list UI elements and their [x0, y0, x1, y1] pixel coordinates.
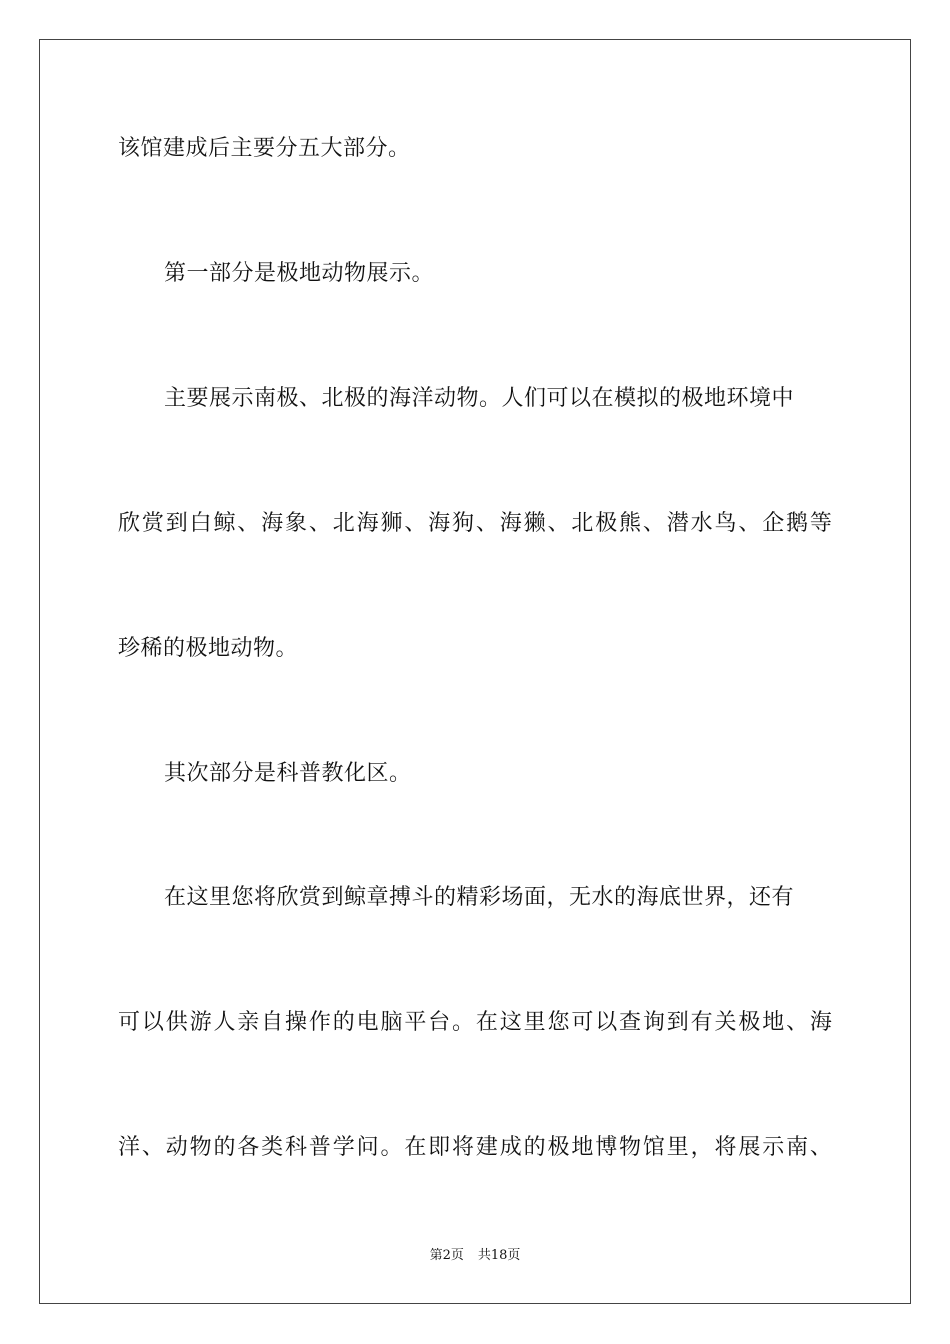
paragraph-line-8: 可 以 供 游 人 亲 自 操 作 的 电 脑 平 台 。 在 这 里 您 可 以 查 询 到 有 关 极 地 、 海: [118, 1010, 832, 1035]
paragraph-line-1: 该馆建成后主要分五大部分。: [118, 136, 411, 161]
paragraph-line-9: 洋 、 动 物 的 各 类 科 普 学 问 。 在 即 将 建 成 的 极 地 博 物 馆 里 ， 将 展 示 南 、: [118, 1135, 832, 1160]
page-total: 共18页: [477, 1248, 521, 1263]
paragraph-line-6: 其次部分是科普教化区。: [164, 761, 412, 786]
page-footer: [0, 1247, 950, 1265]
paragraph-line-2: 第一部分是极地动物展示。: [164, 261, 435, 286]
page-frame: [39, 39, 911, 1304]
paragraph-line-4: 欣 赏 到 白 鲸 、 海 象 、 北 海 狮 、 海 狗 、 海 獭 、 北 极 熊 、 潜 水 鸟 、 企 鹅 等: [118, 511, 832, 536]
page-number: 第2页: [429, 1248, 464, 1263]
paragraph-line-7: 在这里您将欣赏到鲸章搏斗的精彩场面，无水的海底世界，还有: [164, 885, 795, 910]
paragraph-line-3: 主要展示南极、北极的海洋动物。人们可以在模拟的极地环境中: [164, 386, 795, 411]
paragraph-line-5: 珍稀的极地动物。: [118, 636, 299, 661]
